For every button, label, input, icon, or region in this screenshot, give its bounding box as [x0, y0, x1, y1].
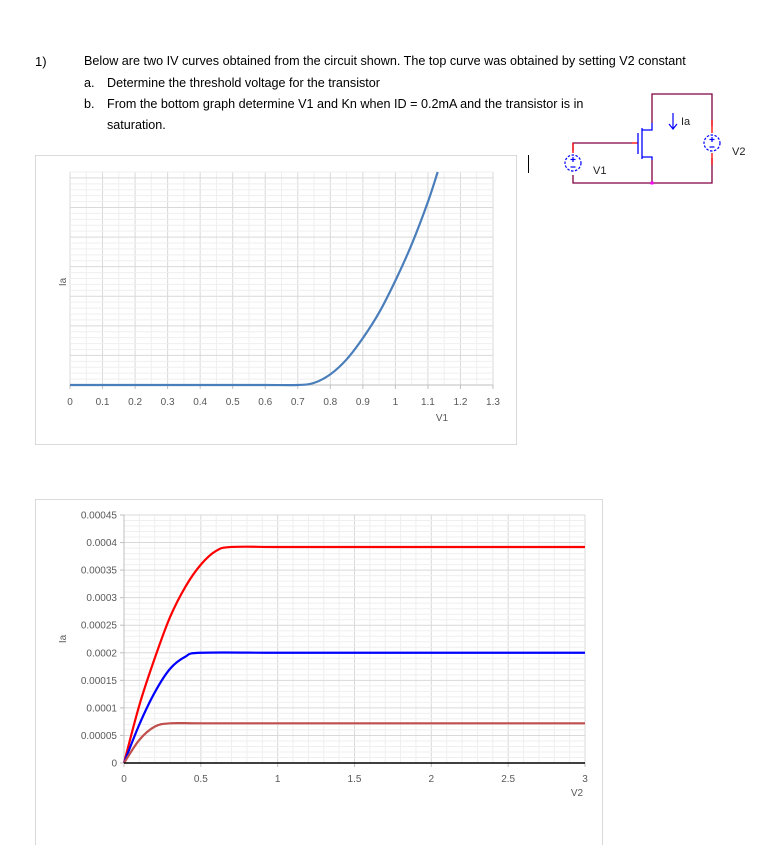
y-tick-label: 0.00005: [80, 730, 117, 742]
mosfet-symbol: [638, 123, 652, 160]
v1-label: V1: [593, 165, 607, 177]
current-arrow-icon: [669, 113, 677, 129]
v2-source-symbol: [704, 135, 720, 151]
x-tick-label: 1.3: [486, 397, 500, 408]
x-tick-label: 1.2: [453, 397, 468, 408]
y-tick-label: 0.0003: [86, 593, 117, 605]
y-tick-label: 0.00015: [80, 675, 117, 687]
part-b-text-continued: saturation.: [107, 118, 166, 132]
x-tick-label: 0.8: [323, 397, 338, 408]
ground-node: [651, 182, 654, 185]
y-tick-label: 0.0002: [86, 648, 117, 660]
chart-ia-vs-v1: [35, 155, 517, 445]
y-tick-label: 0.0001: [86, 703, 117, 715]
x-tick-label: 3: [582, 774, 588, 785]
question-number: 1): [35, 54, 47, 69]
x-tick-label: 0.9: [355, 397, 370, 408]
current-label: Ia: [681, 116, 691, 128]
text-cursor: [528, 155, 529, 173]
x-tick-label: 0.6: [258, 397, 273, 408]
x-tick-label: 2.5: [501, 774, 516, 785]
part-a-letter: a.: [84, 76, 95, 90]
x-tick-label: 2: [428, 774, 435, 785]
x-tick-label: 1.1: [420, 397, 435, 408]
x-axis-title: V1: [435, 413, 449, 424]
x-tick-label: 1.5: [347, 774, 362, 785]
y-axis-title: Ia: [58, 634, 69, 644]
question-intro: Below are two IV curves obtained from the circuit shown. The top curve was obtained by setting V2 constant: [84, 54, 686, 68]
x-tick-label: 0.4: [193, 397, 208, 408]
v2-label: V2: [732, 146, 746, 158]
x-tick-label: 1: [392, 397, 399, 408]
y-tick-label: 0.0004: [86, 538, 117, 550]
x-tick-label: 1: [274, 774, 281, 785]
y-tick-label: 0.00045: [80, 510, 117, 522]
part-a-text: Determine the threshold voltage for the transistor: [107, 76, 381, 90]
x-tick-label: 0.1: [95, 397, 110, 408]
gridlines: [70, 172, 493, 385]
x-tick-label: 0.5: [193, 774, 208, 785]
x-tick-label: 0.7: [290, 397, 305, 408]
y-tick-label: 0.00035: [80, 565, 117, 577]
y-axis-title: Ia: [58, 277, 69, 287]
x-tick-label: 0.3: [160, 397, 175, 408]
part-b-text: From the bottom graph determine V1 and Kn when ID = 0.2mA and the transistor is in: [107, 97, 584, 111]
circuit-diagram: [540, 85, 771, 195]
x-tick-label: 0.5: [225, 397, 240, 408]
chart-ia-vs-v2: [35, 499, 603, 845]
v1-source-symbol: [565, 155, 581, 171]
x-tick-label: 0: [67, 397, 73, 408]
part-b-letter: b.: [84, 97, 95, 111]
x-axis-title: V2: [570, 788, 584, 799]
y-tick-label: 0: [111, 758, 117, 770]
x-tick-label: 0.2: [128, 397, 143, 408]
chart-ia-vs-v2-plot: [36, 500, 602, 845]
x-tick-label: 0: [121, 774, 127, 785]
y-tick-label: 0.00025: [80, 620, 117, 632]
chart-ia-vs-v1-plot: [36, 156, 516, 444]
gridlines: [124, 515, 585, 763]
